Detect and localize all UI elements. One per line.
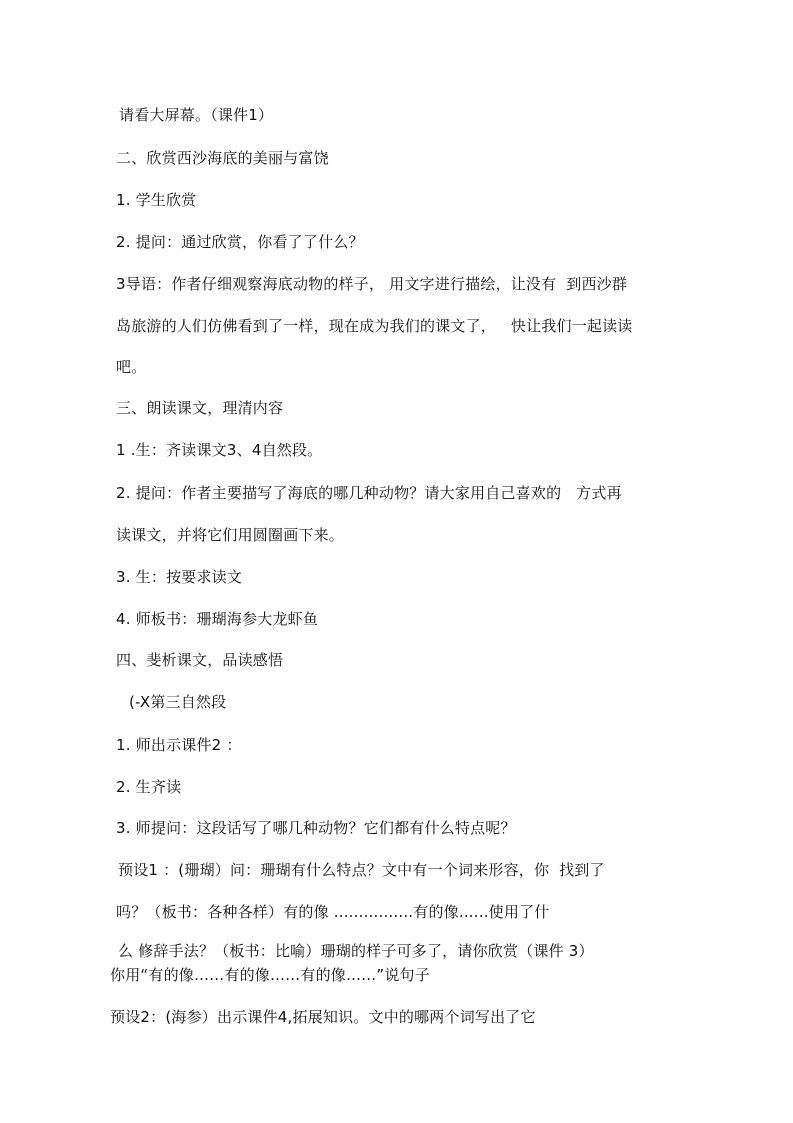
text-line: 吗？（板书：各种各样）有的像 ................有的像......使用了什	[116, 903, 550, 921]
text-line: 2. 提问：通过欣赏，你看了了什么？	[116, 233, 364, 251]
text-line: 1 .生：齐读课文3、4自然段。	[116, 441, 323, 459]
text-line: 1. 师出示课件2 ：	[116, 736, 242, 754]
text-line: 吧。	[116, 358, 147, 376]
section-heading: 二、欣赏西沙海底的美丽与富饶	[116, 149, 329, 167]
text-line: 1. 学生欣赏	[116, 191, 197, 209]
text-line: 么 修辞手法？（板书：比喻）珊瑚的样子可多了，请你欣赏（课件 3）	[118, 942, 594, 960]
text-line: 4. 师板书：珊瑚海参大龙虾鱼	[116, 610, 319, 628]
text-line: 3导语：作者仔细观察海底动物的样子， 用文字进行描绘，让没有 到西沙群	[116, 275, 628, 293]
text-line: 岛旅游的人们仿佛看到了一样，现在成为我们的课文了， 快让我们一起读读	[116, 317, 633, 335]
text-line: 读课文，并将它们用圆圈画下来。	[116, 526, 345, 544]
text-line: 预设2：(海参）出示课件4,拓展知识。文中的哪两个词写出了它	[110, 1008, 536, 1026]
section-heading: 三、朗读课文，理清内容	[116, 399, 284, 417]
text-line: 请看大屏幕。（课件1）	[119, 106, 274, 124]
text-line: 3. 师提问：这段话写了哪几种动物？它们都有什么特点呢？	[116, 819, 516, 837]
text-line: 2. 生齐读	[116, 778, 182, 796]
text-line: 你用“有的像……有的像……有的像……”说句子	[110, 966, 430, 984]
text-line: 3. 生：按要求读文	[116, 568, 243, 586]
section-heading: 四、斐析课文，品读感悟	[116, 651, 284, 669]
subsection-heading: (-X第三自然段	[124, 693, 227, 711]
text-line: 预设1 ：(珊瑚）问：珊瑚有什么特点？文中有一个词来形容，你 找到了	[118, 861, 605, 879]
text-line: 2. 提问：作者主要描写了海底的哪几种动物？请大家用自己喜欢的 方式再	[116, 484, 622, 502]
